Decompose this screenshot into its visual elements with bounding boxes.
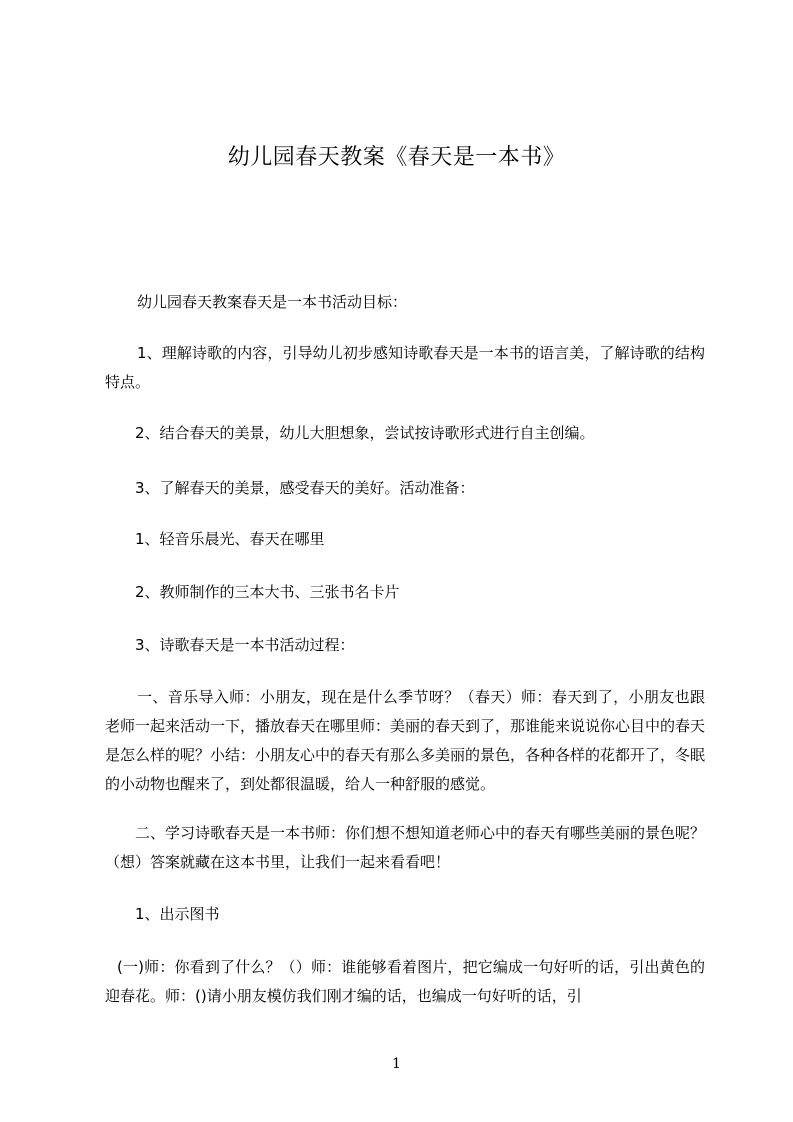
paragraph-prep-2: 2、教师制作的三本大书、三张书名卡片 bbox=[135, 583, 400, 601]
paragraph-objective-1: 1、理解诗歌的内容，引导幼儿初步感知诗歌春天是一本书的语言美，了解诗歌的结构特点。 bbox=[105, 344, 705, 391]
paragraph-objectives-heading: 幼儿园春天教案春天是一本书活动目标： bbox=[137, 293, 408, 311]
page-number: 1 bbox=[392, 1056, 401, 1072]
paragraph-section-1: 一、音乐导入师：小朋友，现在是什么季节呀？（春天）师：春天到了，小朋友也跟老师一起来活动一下，播放春天在哪里师：美丽的春天到了，那谁能来说说你心目中的春天是怎么样的呢？小结：小朋友心中的春天有那么多美丽的景色，各种各样的花都开了，冬眠的小动物也醒来了，到处都很温暖，给人一种舒服的感觉。 bbox=[105, 688, 706, 793]
document-title: 幼儿园春天教案《春天是一本书》 bbox=[227, 145, 566, 170]
paragraph-objective-2: 2、结合春天的美景，幼儿大胆想象，尝试按诗歌形式进行自主创编。 bbox=[135, 424, 595, 442]
paragraph-prep-3: 3、诗歌春天是一本书活动过程： bbox=[135, 636, 355, 654]
paragraph-objective-3: 3、了解春天的美景，感受春天的美好。活动准备： bbox=[135, 479, 475, 497]
paragraph-show-book: 1、出示图书 bbox=[135, 905, 220, 923]
paragraph-section-2: 二、学习诗歌春天是一本书师：你们想不想知道老师心中的春天有哪些美丽的景色呢？（想）答案就藏在这本书里，让我们一起来看看吧！ bbox=[105, 824, 706, 871]
paragraph-step-1: (一)师：你看到了什么？（）师：谁能够看着图片，把它编成一句好听的话，引出黄色的迎春花。师：()请小朋友模仿我们刚才编的话，也编成一句好听的话，引 bbox=[105, 958, 705, 1005]
paragraph-prep-1: 1、轻音乐晨光、春天在哪里 bbox=[135, 530, 325, 548]
